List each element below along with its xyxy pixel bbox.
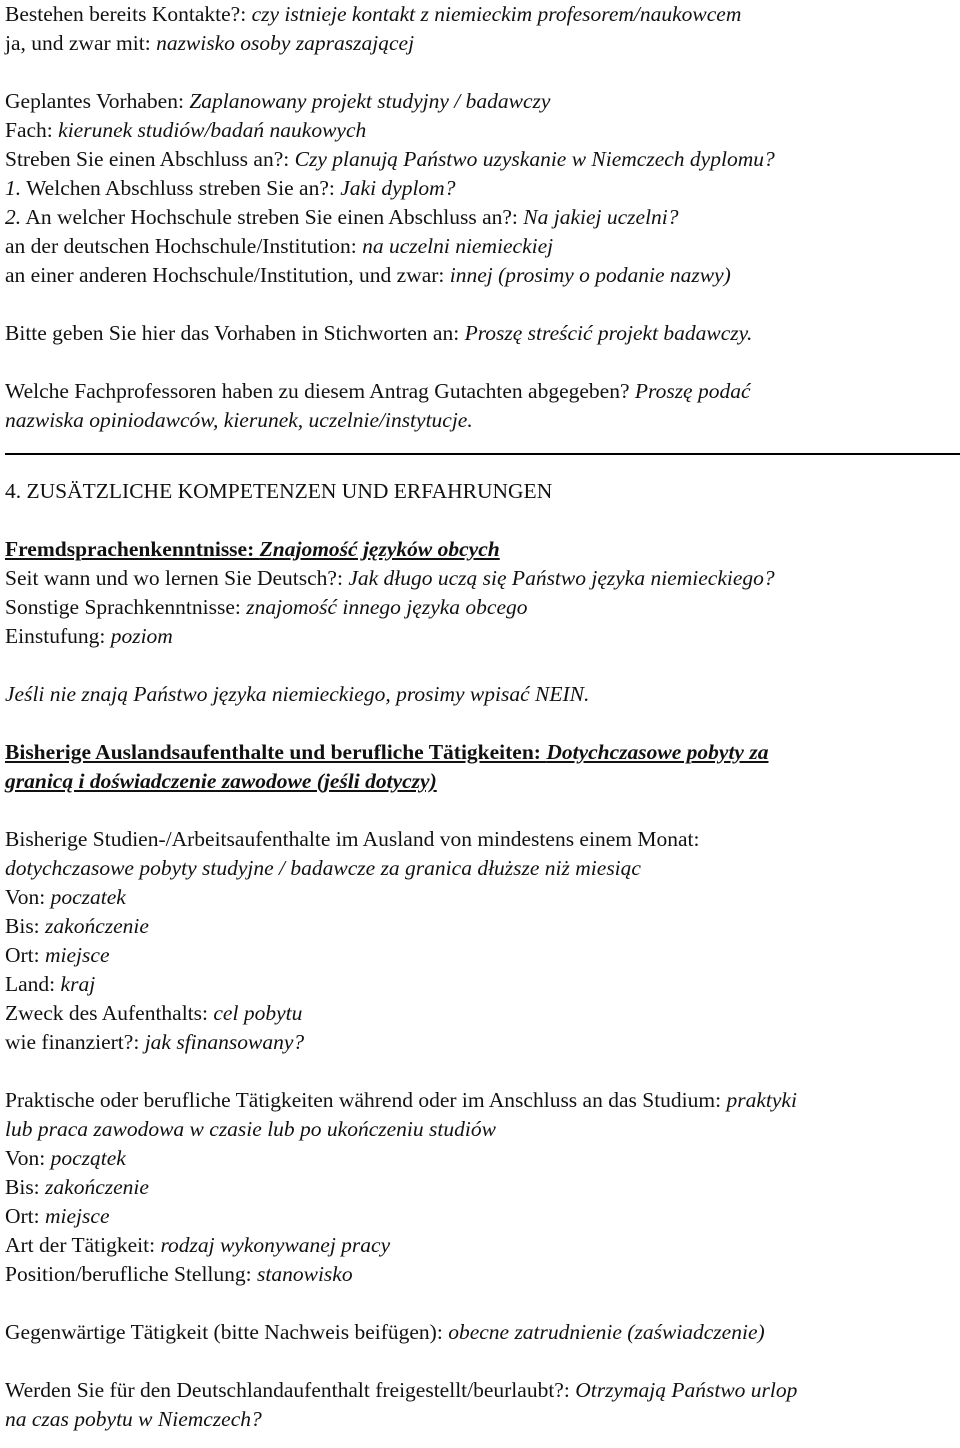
practice-place-translation: miejsce	[45, 1204, 110, 1228]
abroad-title-line1	[5, 738, 960, 767]
practice-line	[5, 1086, 960, 1115]
leave-label: Werden Sie für den Deutschlandaufenthalt freigestellt/beurlaubt?:	[5, 1378, 576, 1402]
other-languages-label: Sonstige Sprachkenntnisse:	[5, 595, 247, 619]
stays-abroad-label: Bisherige Studien-/Arbeitsaufenthalte im Ausland von mindestens einem Monat:	[5, 827, 700, 851]
contacts-translation: czy istnieje kontakt z niemieckim profesorem/naukowcem	[251, 2, 742, 26]
stay-country-label: Land:	[5, 972, 61, 996]
languages-title	[5, 535, 960, 564]
which-university-label: An welcher Hochschule streben Sie einen Abschluss an?:	[21, 205, 524, 229]
which-university-translation: Na jakiej uczelni?	[523, 205, 679, 229]
keywords-label: Bitte geben Sie hier das Vorhaben in Stichworten an:	[5, 321, 465, 345]
stay-place-label: Ort:	[5, 943, 46, 967]
other-university-line	[5, 261, 960, 290]
stay-financing-line	[5, 1028, 960, 1057]
leave-line	[5, 1376, 960, 1405]
practice-place-line	[5, 1202, 960, 1231]
no-german-note: Jeśli nie znają Państwo języka niemieckiego, prosimy wpisać NEIN.	[5, 682, 590, 706]
level-label: Einstufung:	[5, 624, 111, 648]
stay-purpose-line	[5, 999, 960, 1028]
practice-place-label: Ort:	[5, 1204, 46, 1228]
contacts-label: Bestehen bereits Kontakte?:	[5, 2, 252, 26]
other-languages-line	[5, 593, 960, 622]
planned-project-translation: Zaplanowany projekt studyjny / badawczy	[189, 89, 551, 113]
contact-person-translation: nazwisko osoby zapraszającej	[156, 31, 415, 55]
stay-to-translation: zakończenie	[45, 914, 149, 938]
current-activity-label: Gegenwärtige Tätigkeit (bitte Nachweis beifügen):	[5, 1320, 449, 1344]
abroad-title-de: Bisherige Auslandsaufenthalte und berufliche Tätigkeiten:	[5, 740, 547, 764]
practice-to-label: Bis:	[5, 1175, 46, 1199]
other-university-translation: innej (prosimy o podanie nazwy)	[449, 263, 731, 287]
which-degree-number: 1.	[5, 176, 22, 200]
subject-line	[5, 116, 960, 145]
practice-type-label: Art der Tätigkeit:	[5, 1233, 161, 1257]
stay-from-label: Von:	[5, 885, 51, 909]
german-university-label: an der deutschen Hochschule/Institution:	[5, 234, 363, 258]
contact-person-label: ja, und zwar mit:	[5, 31, 157, 55]
planned-project-label: Geplantes Vorhaben:	[5, 89, 190, 113]
which-degree-line	[5, 174, 960, 203]
stay-to-label: Bis:	[5, 914, 46, 938]
reviewers-translation-part1: Proszę podać	[634, 379, 751, 403]
practice-position-translation: stanowisko	[257, 1262, 353, 1286]
german-learning-translation: Jak długo uczą się Państwo języka niemieckiego?	[348, 566, 775, 590]
stay-from-translation: poczatek	[50, 885, 126, 909]
which-university-line	[5, 203, 960, 232]
reviewers-translation-part2: nazwiska opiniodawców, kierunek, uczelnie/instytucje.	[5, 408, 473, 432]
stay-place-translation: miejsce	[45, 943, 110, 967]
contact-person-line	[5, 29, 960, 58]
stay-financing-label: wie finanziert?:	[5, 1030, 145, 1054]
which-degree-label: Welchen Abschluss streben Sie an?:	[21, 176, 341, 200]
practice-position-label: Position/berufliche Stellung:	[5, 1262, 258, 1286]
stay-purpose-label: Zweck des Aufenthalts:	[5, 1001, 214, 1025]
stay-place-line	[5, 941, 960, 970]
stay-country-translation: kraj	[60, 972, 96, 996]
practice-from-line	[5, 1144, 960, 1173]
stay-purpose-translation: cel pobytu	[213, 1001, 303, 1025]
level-line	[5, 622, 960, 651]
degree-aim-label: Streben Sie einen Abschluss an?:	[5, 147, 295, 171]
planned-project-line	[5, 87, 960, 116]
other-university-label: an einer anderen Hochschule/Institution, und zwar:	[5, 263, 450, 287]
leave-translation-part2: na czas pobytu w Niemczech?	[5, 1407, 262, 1431]
section-4-heading: 4. ZUSÄTZLICHE KOMPETENZEN UND ERFAHRUNGEN	[5, 479, 553, 503]
which-university-number: 2.	[5, 205, 22, 229]
abroad-title-pl-part1: Dotychczasowe pobyty za	[546, 740, 769, 764]
german-university-line	[5, 232, 960, 261]
subject-label: Fach:	[5, 118, 59, 142]
current-activity-line	[5, 1318, 960, 1347]
practice-type-translation: rodzaj wykonywanej pracy	[160, 1233, 391, 1257]
degree-aim-line	[5, 145, 960, 174]
stay-from-line	[5, 883, 960, 912]
keywords-line	[5, 319, 960, 348]
practice-from-translation: początek	[50, 1146, 126, 1170]
level-translation: poziom	[110, 624, 173, 648]
which-degree-translation: Jaki dyplom?	[340, 176, 456, 200]
practice-to-line	[5, 1173, 960, 1202]
practice-to-translation: zakończenie	[45, 1175, 149, 1199]
section-divider	[5, 453, 960, 455]
keywords-translation: Proszę streścić projekt badawczy.	[464, 321, 753, 345]
practice-from-label: Von:	[5, 1146, 51, 1170]
degree-aim-translation: Czy planują Państwo uzyskanie w Niemczech dyplomu?	[294, 147, 775, 171]
practice-type-line	[5, 1231, 960, 1260]
stay-financing-translation: jak sfinansowany?	[144, 1030, 305, 1054]
languages-title-pl: Znajomość języków obcych	[259, 537, 500, 561]
stay-to-line	[5, 912, 960, 941]
stay-country-line	[5, 970, 960, 999]
reviewers-label: Welche Fachprofessoren haben zu diesem Antrag Gutachten abgegeben?	[5, 379, 635, 403]
stays-abroad-translation: dotychczasowe pobyty studyjne / badawcze za granica dłuższe niż miesiąc	[5, 856, 641, 880]
leave-translation-part1: Otrzymają Państwo urlop	[575, 1378, 798, 1402]
contacts-line	[5, 0, 960, 29]
reviewers-line	[5, 377, 960, 406]
german-university-translation: na uczelni niemieckiej	[362, 234, 554, 258]
current-activity-translation: obecne zatrudnienie (zaświadczenie)	[448, 1320, 765, 1344]
practice-position-line	[5, 1260, 960, 1289]
practice-translation-part2: lub praca zawodowa w czasie lub po ukończeniu studiów	[5, 1117, 496, 1141]
german-learning-line	[5, 564, 960, 593]
languages-title-de: Fremdsprachenkenntnisse:	[5, 537, 260, 561]
subject-translation: kierunek studiów/badań naukowych	[58, 118, 367, 142]
practice-label: Praktische oder berufliche Tätigkeiten während oder im Anschluss an das Studium:	[5, 1088, 727, 1112]
german-learning-label: Seit wann und wo lernen Sie Deutsch?:	[5, 566, 349, 590]
other-languages-translation: znajomość innego języka obcego	[246, 595, 528, 619]
abroad-title-line2: granicą i doświadczenie zawodowe (jeśli dotyczy)	[5, 769, 437, 793]
practice-translation-part1: praktyki	[726, 1088, 797, 1112]
